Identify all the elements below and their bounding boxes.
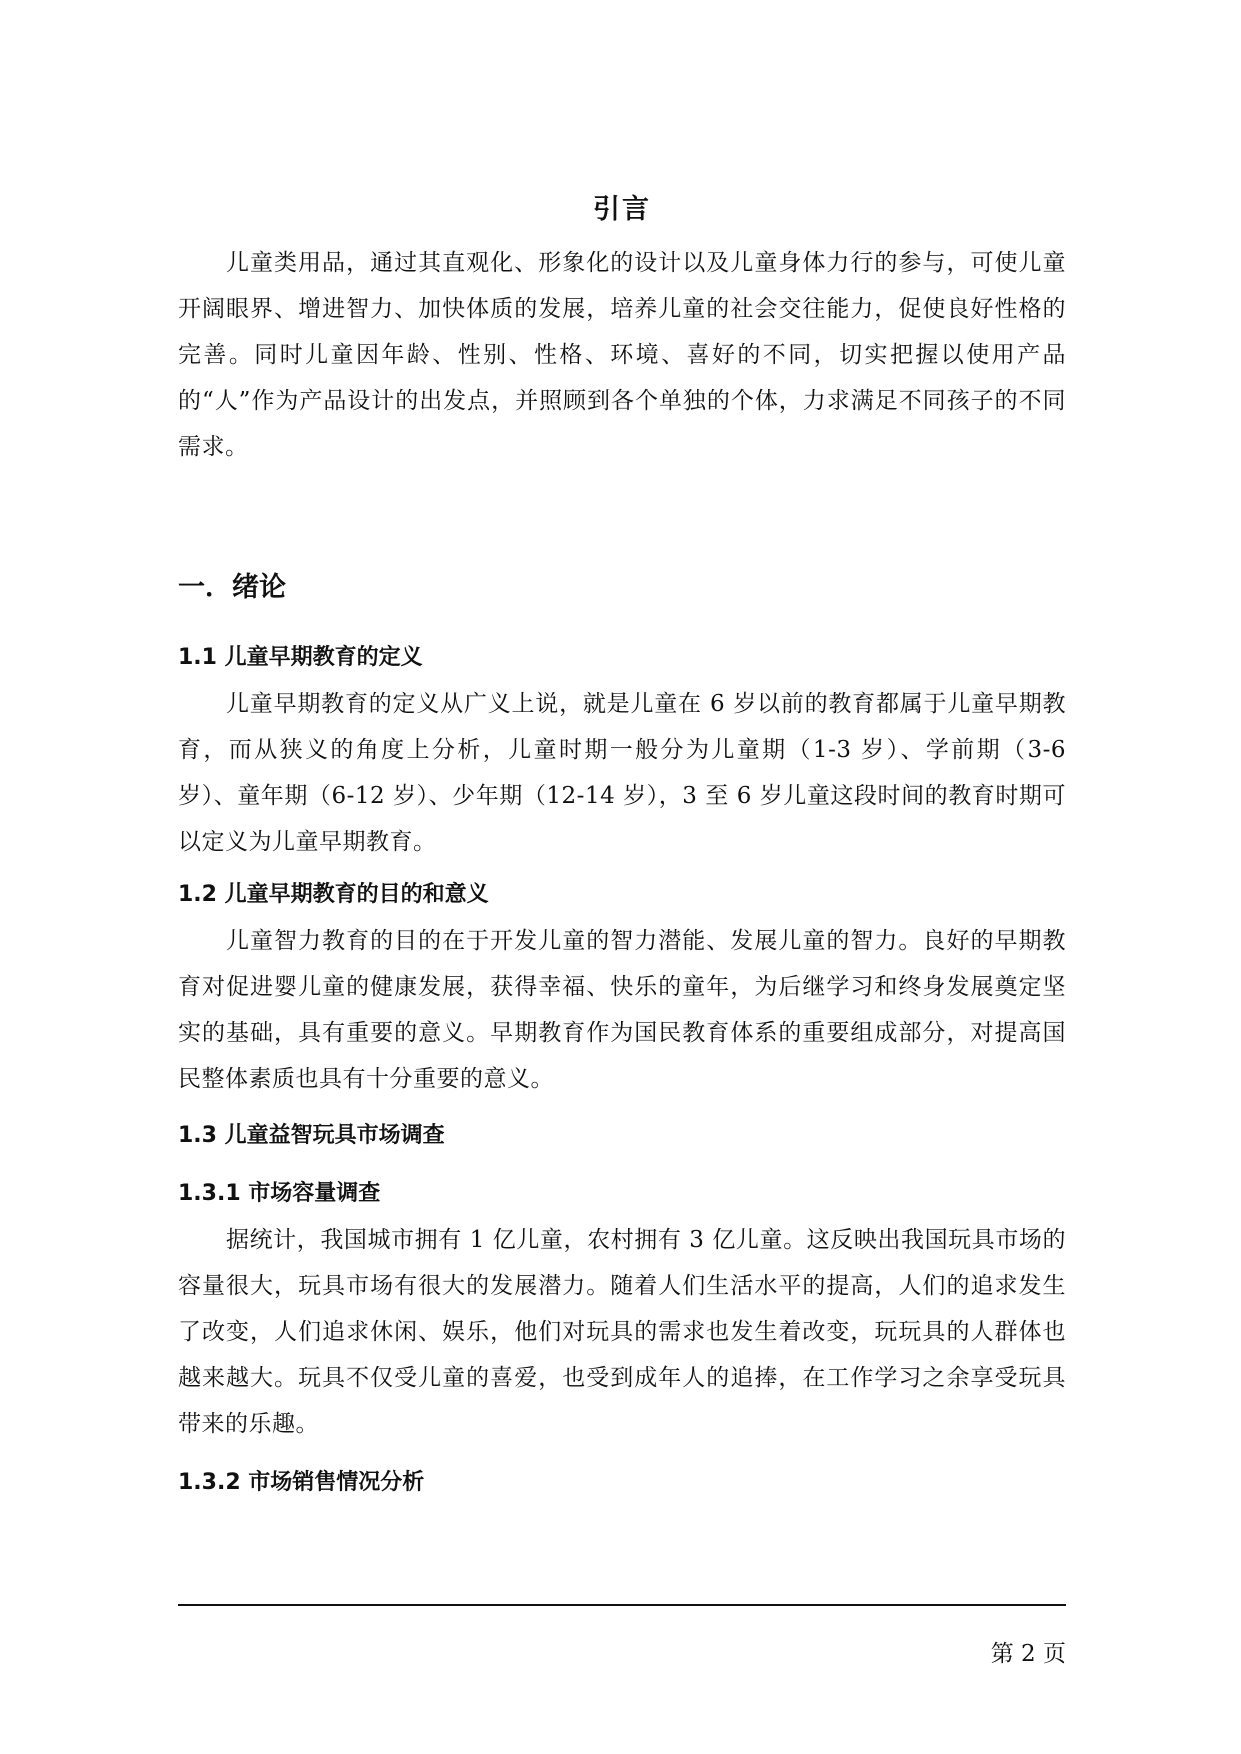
section-1-3-title: 1.3 儿童益智玩具市场调查	[178, 1123, 445, 1148]
section-1-3-2-title: 1.3.2 市场销售情况分析	[178, 1470, 425, 1495]
page-content	[178, 190, 1066, 1499]
section-1-3-1-title: 1.3.1 市场容量调查	[178, 1181, 381, 1206]
section-1-2-paragraph: 儿童智力教育的目的在于开发儿童的智力潜能、发展儿童的智力。良好的早期教育对促进婴儿童的健康发展，获得幸福、快乐的童年，为后继学习和终身发展奠定坚实的基础，具有重要的意义。早期教育作为国民教育体系的重要组成部分，对提高国民整体素质也具有十分重要的意义。	[178, 928, 1066, 1092]
section-1-1-paragraph: 儿童早期教育的定义从广义上说，就是儿童在 6 岁以前的教育都属于儿童早期教育，而从狭义的角度上分析，儿童时期一般分为儿童期（1-3 岁）、学前期（3-6 岁）、童年期（6-12 岁）、少年期（12-14 岁），3 至 6 岁儿童这段时间的教育时期可以定义为儿童早期教育。	[178, 691, 1066, 855]
chapter-title: 一．绪论	[178, 572, 286, 603]
page-number: 第 2 页	[990, 1641, 1066, 1667]
section-1-1-title: 1.1 儿童早期教育的定义	[178, 645, 423, 670]
section-1-2-title: 1.2 儿童早期教育的目的和意义	[178, 882, 489, 907]
intro-title: 引言	[593, 194, 651, 225]
footer-divider	[178, 1604, 1066, 1606]
section-1-3-1-paragraph: 据统计，我国城市拥有 1 亿儿童，农村拥有 3 亿儿童。这反映出我国玩具市场的容量很大，玩具市场有很大的发展潜力。随着人们生活水平的提高，人们的追求发生了改变，人们追求休闲、娱乐，他们对玩具的需求也发生着改变，玩玩具的人群体也越来越大。玩具不仅受儿童的喜爱，也受到成年人的追捧，在工作学习之余享受玩具带来的乐趣。	[178, 1227, 1066, 1437]
intro-paragraph: 儿童类用品，通过其直观化、形象化的设计以及儿童身体力行的参与，可使儿童开阔眼界、增进智力、加快体质的发展，培养儿童的社会交往能力，促使良好性格的完善。同时儿童因年龄、性别、性格、环境、喜好的不同，切实把握以使用产品的“人”作为产品设计的出发点，并照顾到各个单独的个体，力求满足不同孩子的不同需求。	[178, 250, 1066, 460]
